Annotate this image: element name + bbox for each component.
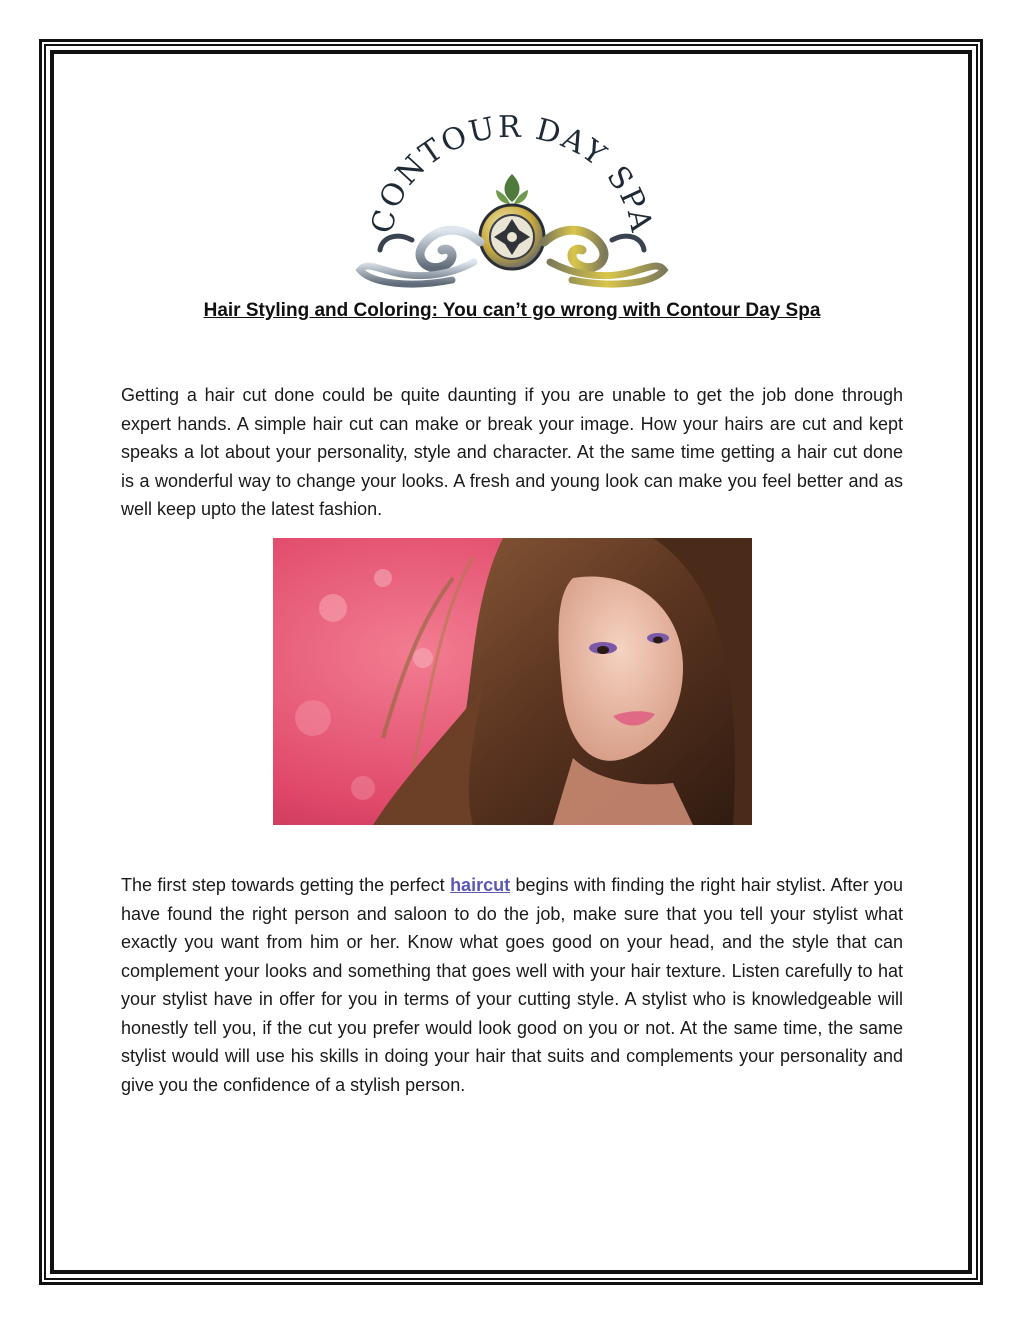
stylist-paragraph xyxy=(121,871,903,1099)
svg-text:CONTOUR DAY SPA: CONTOUR DAY SPA xyxy=(365,112,659,237)
paragraph-text-start: The first step towards getting the perfect xyxy=(121,875,451,895)
article-title: Hair Styling and Coloring: You can’t go wrong with Contour Day Spa xyxy=(203,300,821,321)
paragraph-text-end: begins with finding the right hair stylist. After you have found the right person and saloon to do the job, make sure that you tell your stylist what exactly you want from him or her. Know what goes good on your head, and the style that can complement your looks and something that goes well with your hair texture. Listen carefully to hat your stylist have in offer for you in terms of your cutting style. A stylist who is knowledgeable will honestly tell you, if the cut you prefer would look good on you or not. At the same time, the same stylist would will use his skills in doing your hair that suits and complements your personality and give you the confidence of a stylish person. xyxy=(121,875,903,1095)
intro-paragraph: Getting a hair cut done could be quite daunting if you are unable to get the job done through expert hands. A simple hair cut can make or break your image. How your hairs are cut and kept speaks a lot about your personality, style and character. At the same time getting a hair cut done is a wonderful way to change your looks. A fresh and young look can make you feel better and as well keep upto the latest fashion. xyxy=(121,385,903,519)
woman-portrait-image-icon xyxy=(273,538,752,825)
haircut-link[interactable]: haircut xyxy=(450,875,511,895)
hair-model-photo xyxy=(273,538,752,825)
contour-day-spa-logo xyxy=(352,112,672,292)
spa-ornament-logo-icon xyxy=(352,112,672,292)
